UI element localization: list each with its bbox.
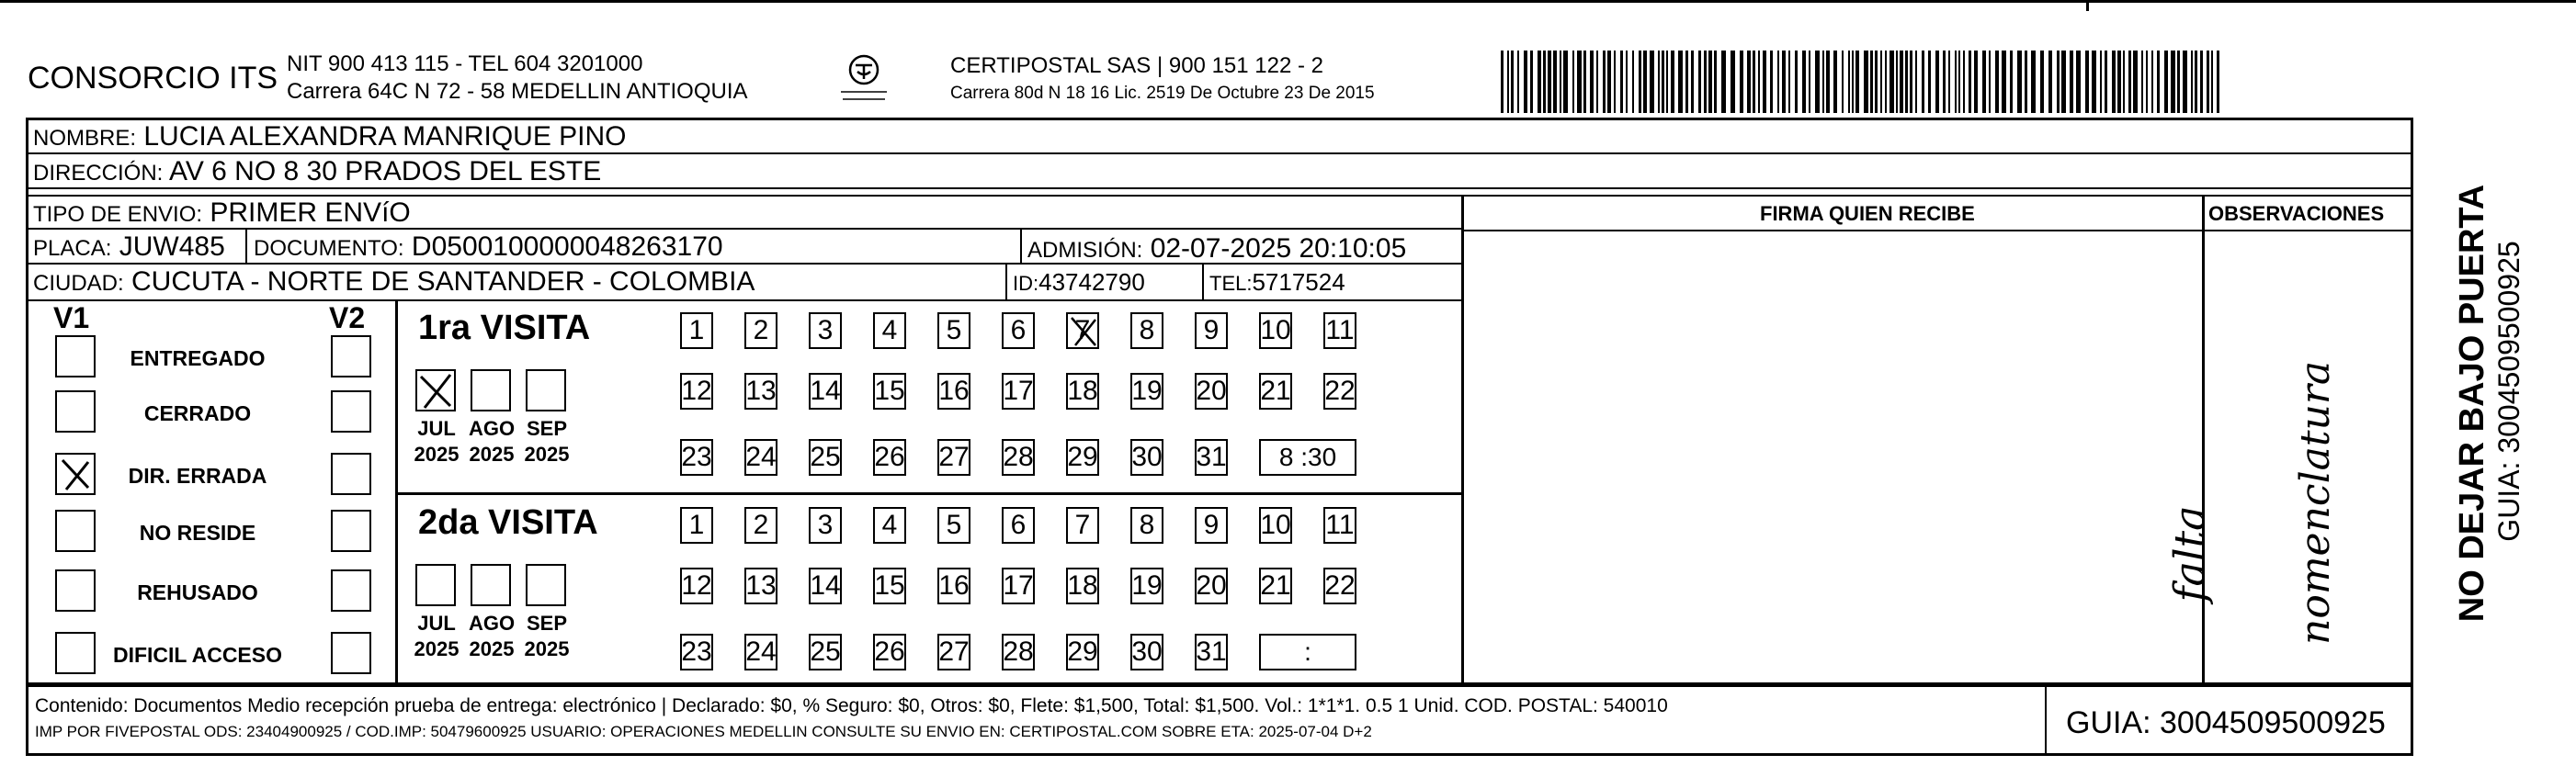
day-number: 26 (874, 636, 905, 667)
day-number: 19 (1131, 570, 1163, 601)
day-box[interactable] (873, 507, 906, 544)
handwritten-line2: nomenclatura (2292, 360, 2339, 645)
day-number: 23 (681, 636, 712, 667)
month-label: SEP (526, 417, 568, 440)
day-box[interactable] (1002, 507, 1035, 544)
day-box[interactable] (1323, 312, 1356, 349)
day-number: 6 (1010, 510, 1027, 540)
day-number: 17 (1003, 376, 1034, 406)
day-number: 22 (1324, 570, 1356, 601)
day-number: 7 (1074, 510, 1091, 540)
side-panel (2417, 147, 2527, 670)
day-box[interactable] (873, 312, 906, 349)
day-number: 24 (745, 442, 777, 472)
admision-row (1027, 235, 1406, 263)
row-divider (1461, 230, 2413, 231)
day-box[interactable] (937, 507, 970, 544)
day-box[interactable] (873, 439, 906, 476)
status-label: CERRADO (143, 401, 252, 425)
day-box[interactable] (1066, 373, 1099, 410)
v1-label: V1 (53, 301, 90, 334)
footer-guia: GUIA: 3004509500925 (2066, 705, 2386, 740)
day-number: 2 (753, 510, 769, 540)
tel-value: 5717524 (1252, 268, 1345, 296)
row-divider (26, 187, 2413, 189)
col-divider (1020, 228, 1022, 265)
day-box[interactable] (809, 634, 842, 670)
day-number: 10 (1260, 315, 1291, 345)
day-number: 4 (881, 510, 898, 540)
day-box[interactable] (1002, 373, 1035, 410)
day-number: 30 (1131, 442, 1163, 472)
day-number: 20 (1196, 570, 1227, 601)
day-box[interactable] (744, 634, 777, 670)
day-number: 12 (681, 570, 712, 601)
day-box[interactable] (809, 507, 842, 544)
observaciones-label: OBSERVACIONES (2208, 202, 2385, 225)
day-number: 21 (1260, 570, 1291, 601)
day-box[interactable] (680, 507, 713, 544)
certipostal-line2: Carrera 80d N 18 16 Lic. 2519 De Octubre 23 De 2015 (950, 84, 1375, 103)
day-box[interactable] (1259, 507, 1292, 544)
day-number: 29 (1067, 442, 1098, 472)
month-checkbox[interactable] (526, 564, 566, 606)
day-number: 9 (1203, 510, 1220, 540)
day-number: 18 (1067, 570, 1098, 601)
col-divider (1005, 265, 1007, 299)
company-address: Carrera 64C N 72 - 58 MEDELLIN ANTIOQUIA (287, 79, 748, 104)
day-number: 8 (1139, 510, 1155, 540)
month-checkbox[interactable] (471, 369, 511, 411)
handwritten-note (2164, 276, 2389, 670)
day-box[interactable] (1195, 373, 1228, 410)
placa-label: PLACA: (33, 236, 112, 261)
year-label: 2025 (414, 443, 460, 466)
row-divider (26, 195, 2413, 197)
day-box[interactable] (1002, 568, 1035, 604)
day-box[interactable] (680, 373, 713, 410)
day-box[interactable] (937, 373, 970, 410)
day-box[interactable] (1130, 507, 1163, 544)
col-divider (1202, 265, 1204, 299)
day-box[interactable] (680, 634, 713, 670)
col-divider (1461, 195, 1464, 684)
day-number: 19 (1131, 376, 1163, 406)
day-box[interactable] (1066, 507, 1099, 544)
day-number: 25 (810, 442, 841, 472)
day-box[interactable] (937, 439, 970, 476)
top-rule (0, 0, 2576, 3)
day-box[interactable] (680, 312, 713, 349)
placa-row (33, 233, 225, 261)
day-number: 11 (1325, 315, 1355, 345)
status-label: REHUSADO (137, 580, 258, 604)
tipo-value: PRIMER ENVíO (210, 197, 411, 228)
day-box[interactable] (937, 634, 970, 670)
day-number: 21 (1260, 376, 1291, 406)
day-box[interactable] (937, 312, 970, 349)
footer-bottom (26, 753, 2413, 756)
ciudad-label: CIUDAD: (33, 271, 124, 296)
day-number: 22 (1324, 376, 1356, 406)
day-box[interactable] (1195, 634, 1228, 670)
day-box[interactable] (1066, 439, 1099, 476)
day-box[interactable] (1259, 568, 1292, 604)
day-number: 7 (1074, 315, 1091, 345)
day-number: 27 (938, 636, 970, 667)
day-box[interactable] (873, 634, 906, 670)
day-number: 27 (938, 442, 970, 472)
day-number: 15 (874, 376, 905, 406)
day-box[interactable] (1195, 439, 1228, 476)
day-box[interactable] (744, 439, 777, 476)
day-box[interactable] (1130, 312, 1163, 349)
month-checkbox[interactable] (415, 369, 456, 411)
day-number: 24 (745, 636, 777, 667)
v2-label: V2 (329, 301, 366, 334)
col-divider (245, 228, 247, 263)
tipo-label: TIPO DE ENVIO: (33, 202, 203, 227)
day-box[interactable] (744, 312, 777, 349)
day-number: 1 (688, 315, 705, 345)
nit-line: NIT 900 413 115 - TEL 604 3201000 (287, 51, 643, 76)
day-box[interactable] (680, 439, 713, 476)
status-label: NO RESIDE (139, 521, 256, 545)
direccion-row (33, 158, 601, 186)
day-number: 28 (1003, 442, 1034, 472)
day-box[interactable] (873, 568, 906, 604)
admision-label: ADMISIÓN: (1027, 238, 1143, 263)
day-number: 4 (881, 315, 898, 345)
visit-divider (398, 492, 1461, 495)
day-box[interactable] (1130, 634, 1163, 670)
day-number: 3 (817, 510, 834, 540)
day-number: 14 (810, 570, 841, 601)
certipostal-logo (832, 51, 896, 107)
year-label: 2025 (414, 637, 460, 660)
day-number: 17 (1003, 570, 1034, 601)
ciudad-value: CUCUTA - NORTE DE SANTANDER - COLOMBIA (131, 266, 755, 297)
day-box[interactable] (937, 568, 970, 604)
nombre-value: LUCIA ALEXANDRA MANRIQUE PINO (143, 121, 627, 152)
day-box[interactable] (680, 568, 713, 604)
ciudad-row (33, 268, 755, 296)
barcode (1501, 51, 2227, 113)
day-number: 6 (1010, 315, 1027, 345)
tipo-row (33, 199, 411, 227)
direccion-value: AV 6 NO 8 30 PRADOS DEL ESTE (169, 156, 602, 186)
day-box[interactable] (1130, 568, 1163, 604)
time-box[interactable]: 8 :30 (1259, 439, 1356, 476)
day-box[interactable] (873, 373, 906, 410)
footer-left (26, 685, 28, 755)
certipostal-line1: CERTIPOSTAL SAS | 900 151 122 - 2 (950, 53, 1323, 78)
company-name: CONSORCIO ITS (28, 61, 278, 96)
day-number: 31 (1196, 636, 1227, 667)
day-box[interactable] (1195, 312, 1228, 349)
day-number: 5 (946, 510, 962, 540)
nombre-label: NOMBRE: (33, 126, 137, 151)
placa-value: JUW485 (119, 231, 225, 262)
row-divider (26, 228, 1461, 230)
row-divider (26, 152, 2413, 154)
day-box[interactable] (809, 312, 842, 349)
id-row (1013, 270, 1145, 294)
day-box[interactable] (1195, 507, 1228, 544)
row-divider (26, 682, 2413, 685)
handwritten-line1: falta (2164, 505, 2215, 603)
day-box[interactable] (1323, 507, 1356, 544)
contenido-text: Contenido: Documentos Medio recepción prueba de entrega: electrónico | Declarado: $0, % Seguro: $0, Otros: $0, Flete: $1,500, Total: $1,500. Vol.: 1*1*1. 0.5 1 Unid. COD. POSTAL: 540010 (35, 695, 1668, 716)
month-checkbox[interactable] (471, 564, 511, 606)
imp-text: IMP POR FIVEPOSTAL ODS: 23404900925 / COD.IMP: 50479600925 USUARIO: OPERACIONES MEDELLIN CONSULTE SU ENVIO EN: CERTIPOSTAL.COM SOBRE ETA: 2025-07-04 D+2 (35, 723, 1372, 740)
status-label: DIR. ERRADA (128, 464, 267, 488)
day-box[interactable] (1323, 373, 1356, 410)
day-box[interactable] (1002, 634, 1035, 670)
no-dejar-text: NO DEJAR BAJO PUERTA (2453, 184, 2491, 623)
day-number: 30 (1131, 636, 1163, 667)
day-number: 5 (946, 315, 962, 345)
day-box[interactable] (1002, 439, 1035, 476)
day-number: 10 (1260, 510, 1291, 540)
day-number: 12 (681, 376, 712, 406)
status-label: DIFICIL ACCESO (112, 643, 282, 667)
id-value: 43742790 (1038, 268, 1145, 296)
year-label: 2025 (469, 637, 515, 660)
day-number: 16 (938, 570, 970, 601)
day-box[interactable] (1066, 634, 1099, 670)
day-number: 14 (810, 376, 841, 406)
admision-value: 02-07-2025 20:10:05 (1150, 233, 1407, 264)
day-number: 16 (938, 376, 970, 406)
day-box[interactable] (744, 568, 777, 604)
day-number: 13 (745, 376, 777, 406)
day-number: 11 (1325, 510, 1355, 540)
year-label: 2025 (524, 443, 570, 466)
day-number: 23 (681, 442, 712, 472)
col-divider (2202, 195, 2205, 684)
day-box[interactable] (1066, 312, 1099, 349)
visit-title: 1ra VISITA (418, 309, 591, 347)
day-box[interactable] (809, 373, 842, 410)
day-number: 2 (753, 315, 769, 345)
day-box[interactable] (809, 568, 842, 604)
year-label: 2025 (469, 443, 515, 466)
footer-divider (2045, 685, 2047, 755)
id-label: ID: (1013, 272, 1039, 295)
day-number: 18 (1067, 376, 1098, 406)
day-box[interactable] (809, 439, 842, 476)
day-number: 26 (874, 442, 905, 472)
day-box[interactable] (1259, 312, 1292, 349)
day-box[interactable] (1130, 439, 1163, 476)
documento-row (254, 233, 723, 261)
day-box[interactable] (1130, 373, 1163, 410)
day-number: 1 (688, 510, 705, 540)
year-label: 2025 (524, 637, 570, 660)
day-number: 29 (1067, 636, 1098, 667)
day-number: 13 (745, 570, 777, 601)
day-number: 15 (874, 570, 905, 601)
day-number: 25 (810, 636, 841, 667)
day-number: 20 (1196, 376, 1227, 406)
day-box[interactable] (1195, 568, 1228, 604)
time-box[interactable]: : (1259, 634, 1356, 670)
day-box[interactable] (744, 373, 777, 410)
status-label: ENTREGADO (130, 346, 266, 370)
month-label: JUL (417, 417, 456, 440)
top-tick (2086, 0, 2089, 11)
row-divider (26, 299, 1461, 301)
documento-label: DOCUMENTO: (254, 236, 404, 261)
visit-title: 2da VISITA (418, 503, 598, 542)
side-guia: GUIA: 3004509500925 (2492, 241, 2525, 542)
day-number: 9 (1203, 315, 1220, 345)
month-label: JUL (417, 612, 456, 635)
month-label: AGO (468, 417, 516, 440)
day-number: 3 (817, 315, 834, 345)
month-checkbox[interactable] (415, 564, 456, 606)
day-box[interactable] (744, 507, 777, 544)
tel-label: TEL: (1209, 272, 1253, 295)
day-box[interactable] (1066, 568, 1099, 604)
month-label: SEP (526, 612, 568, 635)
month-checkbox[interactable] (526, 369, 566, 411)
direccion-label: DIRECCIÓN: (33, 161, 164, 186)
day-box[interactable] (1259, 373, 1292, 410)
day-box[interactable] (1323, 568, 1356, 604)
day-number: 28 (1003, 636, 1034, 667)
nombre-row (33, 123, 627, 151)
tel-row (1209, 270, 1345, 294)
day-number: 31 (1196, 442, 1227, 472)
footer-right (2411, 685, 2413, 755)
firma-label: FIRMA QUIEN RECIBE (1760, 202, 1975, 225)
day-number: 8 (1139, 315, 1155, 345)
day-box[interactable] (1002, 312, 1035, 349)
month-label: AGO (468, 612, 516, 635)
documento-value: D0500100000048263170 (411, 231, 723, 262)
